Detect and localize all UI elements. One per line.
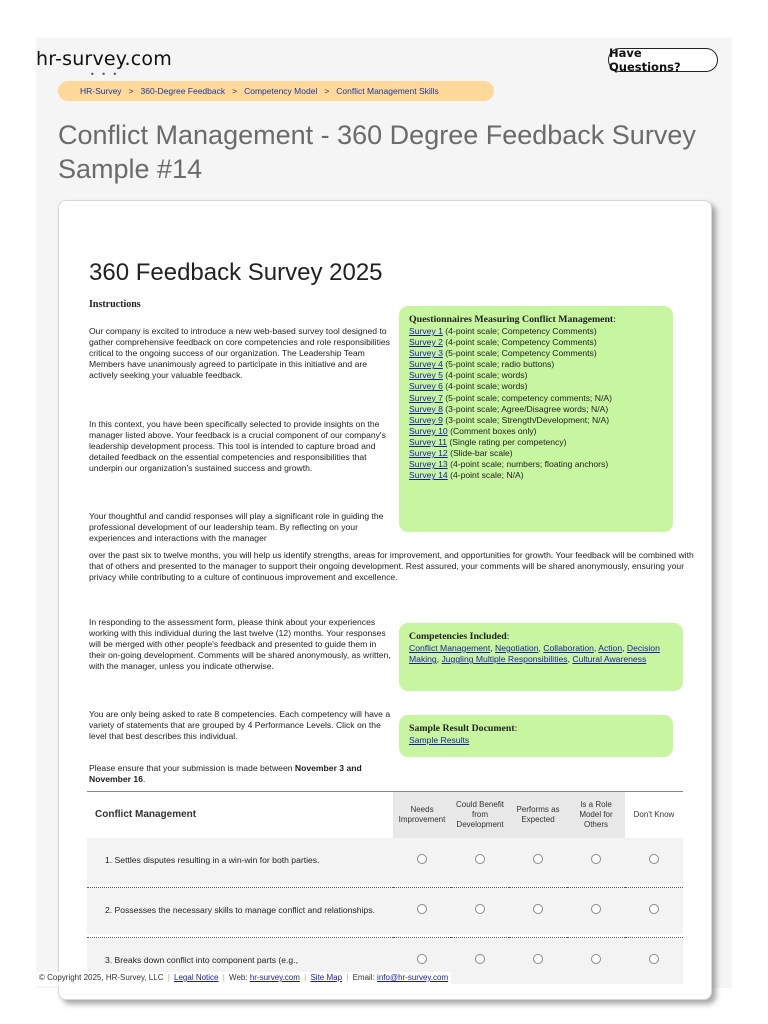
breadcrumb-separator: > xyxy=(324,86,330,96)
survey-description: (5-point scale; radio buttons) xyxy=(442,359,555,370)
rating-radio-button[interactable] xyxy=(533,854,543,864)
copyright-text: © Copyright 2025, HR-Survey, LLC xyxy=(39,973,164,982)
rating-cell xyxy=(451,838,509,884)
competency-link[interactable]: Decision Making xyxy=(409,643,660,665)
survey-link[interactable]: Survey 1 xyxy=(409,326,443,336)
survey-description: (5-point scale; Competency Comments) xyxy=(442,348,597,359)
survey-description: (4-point scale; words) xyxy=(442,381,528,392)
column-header: Needs Improvement xyxy=(393,792,451,838)
rating-category-heading: Conflict Management xyxy=(87,792,393,838)
survey-list-item xyxy=(409,326,663,337)
rating-cell xyxy=(451,888,509,934)
breadcrumb-competency-model[interactable]: Competency Model xyxy=(244,86,318,96)
rating-radio-button[interactable] xyxy=(475,954,485,964)
comma-separator: , xyxy=(538,643,544,653)
email-label: Email: xyxy=(352,973,375,982)
survey-list-item xyxy=(409,348,663,359)
survey-description: (4-point scale; Competency Comments) xyxy=(442,326,597,336)
survey-description: (3-point scale; Strength/Development; N/A) xyxy=(442,414,610,425)
rating-cell xyxy=(393,838,451,884)
survey-list-item xyxy=(409,437,663,448)
rating-cell xyxy=(625,838,683,884)
breadcrumb-conflict-management[interactable]: Conflict Management Skills xyxy=(336,86,439,96)
comma-separator: , xyxy=(436,654,442,665)
breadcrumb-separator: > xyxy=(128,86,134,96)
instructions-paragraph-4: In responding to the assessment form, please think about your experiences working with this individual during the last twelve (12) months. Your responses will be merged with other people's feedback and presented to guide them in their on-going development. Comments will be shared anonymously, as written, with the manager, unless you indicate otherwise. xyxy=(89,617,391,672)
instructions-paragraph-3a: Your thoughtful and candid responses will play a significant role in guiding the professional development of our leadership team. By reflecting on your experiences and interactions with the manager xyxy=(89,511,384,544)
survey-description: (Comment boxes only) xyxy=(447,425,537,436)
submission-dates: November 3 and November 16 xyxy=(89,763,362,785)
survey-list-item xyxy=(409,337,663,348)
rating-radio-button[interactable] xyxy=(533,954,543,964)
competencies-box xyxy=(399,623,683,691)
competency-link[interactable]: Action xyxy=(598,643,623,653)
instructions-heading: Instructions xyxy=(89,299,141,310)
rating-radio-button[interactable] xyxy=(649,854,659,864)
rating-cell xyxy=(567,888,625,934)
breadcrumb-separator: > xyxy=(232,86,238,96)
survey-link[interactable]: Survey 6 xyxy=(409,381,443,392)
survey-link[interactable]: Survey 2 xyxy=(409,337,443,348)
footer: © Copyright 2025, HR-Survey, LLC | Legal Notice | Web: hr-survey.com | Site Map | Email: info@hr-survey.com xyxy=(36,972,451,986)
instructions-paragraph-1: Our company is excited to introduce a new web-based survey tool designed to gather comprehensive feedback on core competencies and role responsibilities critical to the ongoing success of our organization. The Leadership Team Members have unanimously agreed to participate in this initiative and are actively seeking your valuable feedback. xyxy=(89,326,390,381)
survey-list-item xyxy=(409,404,663,415)
question-row xyxy=(87,888,683,934)
rating-cell xyxy=(567,838,625,884)
comma-separator: , xyxy=(567,654,573,665)
rating-radio-button[interactable] xyxy=(591,904,601,914)
competency-link[interactable]: Conflict Management xyxy=(409,643,491,653)
survey-link[interactable]: Survey 11 xyxy=(409,436,448,447)
survey-list-item xyxy=(409,393,663,404)
survey-card xyxy=(58,200,712,1000)
survey-link[interactable]: Survey 9 xyxy=(409,414,443,425)
rating-radio-button[interactable] xyxy=(591,854,601,864)
questionnaires-box xyxy=(399,306,673,532)
survey-description: (4-point scale; words) xyxy=(442,370,528,381)
sample-result-box xyxy=(399,715,673,757)
survey-list xyxy=(409,326,663,481)
competency-list xyxy=(409,643,673,665)
instructions-paragraph-2: In this context, you have been specifically selected to provide insights on the manager listed above. Your feedback is a crucial component of our company's leadership development process. This tool is intended to capture broad and detailed feedback on the essential competencies and responsibilities that underpin our organization's sustained success and growth. xyxy=(89,419,386,474)
survey-link[interactable]: Survey 13 xyxy=(409,459,448,470)
comma-separator: , xyxy=(593,643,599,653)
survey-list-item xyxy=(409,448,663,459)
question-text: 1. Settles disputes resulting in a win-win for both parties. xyxy=(87,838,393,884)
question-text: 3. Breaks down conflict into component parts (e.g., xyxy=(87,938,393,984)
website-link[interactable]: hr-survey.com xyxy=(249,973,300,982)
survey-description: (4-point scale; numbers; floating anchors) xyxy=(447,459,609,470)
logo-dots: • • • xyxy=(90,70,120,79)
competency-link[interactable]: Cultural Awareness xyxy=(572,654,647,665)
survey-link[interactable]: Survey 4 xyxy=(409,359,443,370)
survey-description: (3-point scale; Agree/Disagree words; N/A) xyxy=(442,403,609,414)
rating-cell xyxy=(451,938,509,984)
survey-list-item xyxy=(409,470,663,481)
survey-list-item xyxy=(409,415,663,426)
comma-separator: , xyxy=(622,643,627,653)
submission-window-text: Please ensure that your submission is made between November 3 and November 16. xyxy=(89,763,362,785)
rating-radio-button[interactable] xyxy=(417,904,427,914)
survey-description: (Slide-bar scale) xyxy=(447,448,513,459)
rating-cell xyxy=(567,938,625,984)
competency-link[interactable]: Juggling Multiple Responsibilities xyxy=(441,654,568,665)
comma-separator: , xyxy=(490,643,495,653)
rating-radio-button[interactable] xyxy=(591,954,601,964)
rating-radio-button[interactable] xyxy=(417,854,427,864)
survey-description: (4-point scale; N/A) xyxy=(447,470,524,481)
survey-link[interactable]: Survey 10 xyxy=(409,425,448,436)
rating-radio-button[interactable] xyxy=(475,854,485,864)
sample-result-title: Sample Result Document: xyxy=(409,723,518,734)
survey-link[interactable]: Survey 14 xyxy=(409,470,448,481)
survey-description: (5-point scale; competency comments; N/A) xyxy=(442,392,612,403)
column-header: Could Benefit from Development xyxy=(451,792,509,838)
competency-link[interactable]: Negotiation xyxy=(495,643,539,653)
column-header: Don't Know xyxy=(625,792,683,838)
sample-results-link[interactable]: Sample Results xyxy=(409,735,470,745)
breadcrumb xyxy=(58,81,494,101)
survey-description: (4-point scale; Competency Comments) xyxy=(442,337,597,348)
page-title: Conflict Management - 360 Degree Feedback Survey Sample #14 xyxy=(58,120,696,184)
rating-radio-button[interactable] xyxy=(649,904,659,914)
survey-title: 360 Feedback Survey 2025 xyxy=(89,259,383,286)
question-row xyxy=(87,838,683,884)
survey-description: (Single rating per competency) xyxy=(447,436,567,447)
instructions-paragraph-5: You are only being asked to rate 8 competencies. Each competency will have a variety of statements that are grouped by 4 Performance Levels. Click on the level that best describes this individual. xyxy=(89,709,391,742)
survey-link[interactable]: Survey 7 xyxy=(409,392,443,403)
survey-list-item xyxy=(409,426,663,437)
breadcrumb-hr-survey[interactable]: HR-Survey xyxy=(80,86,122,96)
web-label: Web: xyxy=(229,973,248,982)
question-text: 2. Possesses the necessary skills to manage conflict and relationships. xyxy=(87,888,393,934)
have-questions-button[interactable]: Have Questions? xyxy=(608,48,718,72)
instructions-paragraph-3b: over the past six to twelve months, you will help us identify strengths, areas for improvement, and opportunities for growth. Your feedback will be combined with that of others and presented to the manager to support their ongoing development. Rest assured, your comments will be shared anonymously, ensuring your privacy while contributing to a culture of continuous improvement and excellence. xyxy=(89,550,694,583)
questionnaires-title: Questionnaires Measuring Conflict Management: xyxy=(409,314,616,325)
survey-link[interactable]: Survey 5 xyxy=(409,370,443,381)
rating-cell xyxy=(625,888,683,934)
rating-cell xyxy=(509,888,567,934)
survey-list-item xyxy=(409,359,663,370)
column-header: Is a Role Model for Others xyxy=(567,792,625,838)
rating-cell xyxy=(393,888,451,934)
site-map-link[interactable]: Site Map xyxy=(310,973,343,982)
competencies-title: Competencies Included: xyxy=(409,631,510,642)
legal-notice-link[interactable]: Legal Notice xyxy=(174,973,219,982)
column-header: Performs as Expected xyxy=(509,792,567,838)
survey-list-item xyxy=(409,381,663,392)
rating-cell xyxy=(509,938,567,984)
rating-radio-button[interactable] xyxy=(417,954,427,964)
rating-table xyxy=(87,791,683,984)
survey-list-item xyxy=(409,370,663,381)
survey-link[interactable]: Survey 3 xyxy=(409,348,443,359)
rating-radio-button[interactable] xyxy=(475,904,485,914)
survey-list-item xyxy=(409,459,663,470)
rating-cell xyxy=(509,838,567,884)
rating-radio-button[interactable] xyxy=(533,904,543,914)
breadcrumb-360-feedback[interactable]: 360-Degree Feedback xyxy=(140,86,226,96)
survey-link[interactable]: Survey 8 xyxy=(409,403,443,414)
rating-cell xyxy=(625,938,683,984)
email-link[interactable]: info@hr-survey.com xyxy=(377,973,449,982)
competency-link[interactable]: Collaboration xyxy=(543,643,594,653)
site-logo[interactable]: hr-survey.com xyxy=(36,48,172,70)
rating-radio-button[interactable] xyxy=(649,954,659,964)
survey-link[interactable]: Survey 12 xyxy=(409,448,448,459)
